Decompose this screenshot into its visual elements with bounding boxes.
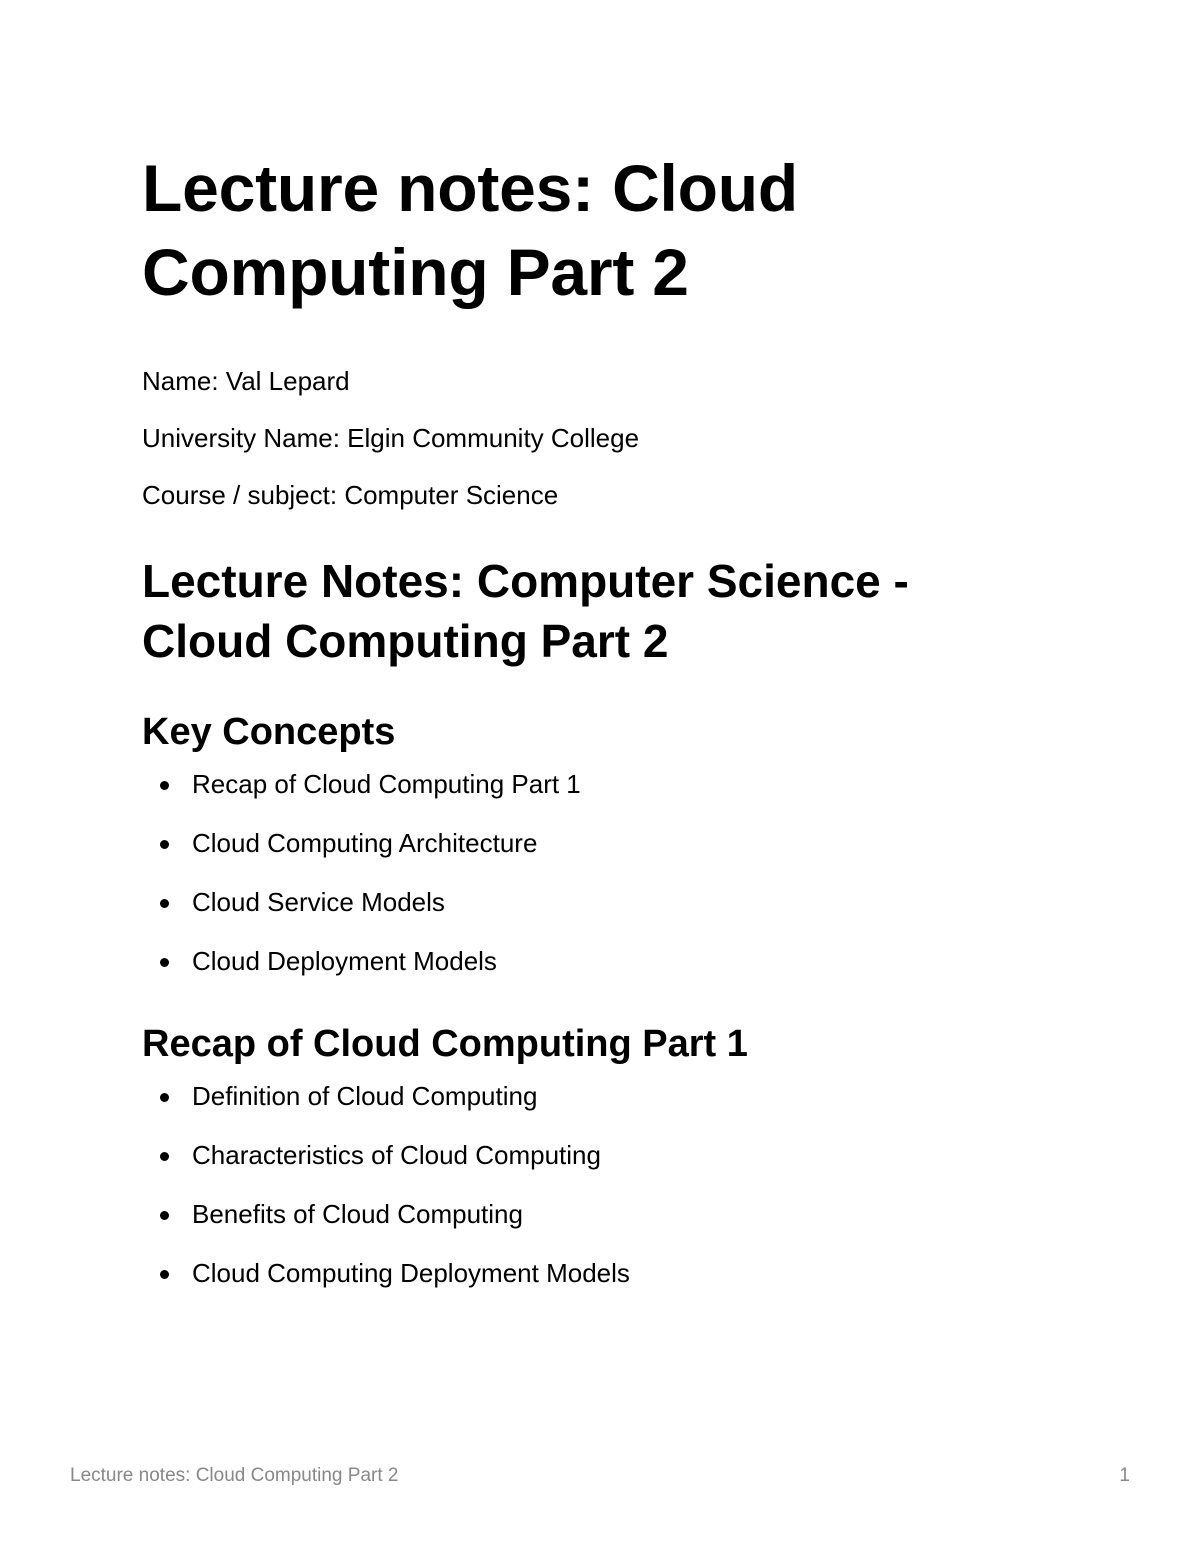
section-title: Lecture Notes: Computer Science - Cloud Computing Part 2 — [142, 555, 909, 667]
bullet-icon — [160, 1270, 169, 1279]
bullet-icon — [160, 1093, 169, 1102]
footer-title: Lecture notes: Cloud Computing Part 2 — [70, 1465, 399, 1486]
list-item-text: Cloud Deployment Models — [192, 946, 497, 976]
list-item — [142, 1199, 1042, 1230]
recap-heading: Recap of Cloud Computing Part 1 — [142, 1023, 748, 1065]
list-item-text: Characteristics of Cloud Computing — [192, 1140, 601, 1170]
list-item — [142, 1140, 1042, 1171]
list-item — [142, 887, 1042, 918]
page-number: 1 — [1119, 1465, 1130, 1486]
key-concepts-list — [142, 769, 1042, 977]
document-meta — [142, 366, 1042, 511]
document-title: Lecture notes: Cloud Computing Part 2 — [142, 151, 799, 309]
recap-list — [142, 1081, 1042, 1289]
bullet-icon — [160, 1152, 169, 1161]
meta-course: Course / subject: Computer Science — [142, 480, 559, 510]
bullet-icon — [160, 1211, 169, 1220]
page-content — [142, 146, 1042, 1317]
list-item-text: Cloud Service Models — [192, 887, 445, 917]
list-item-text: Benefits of Cloud Computing — [192, 1199, 523, 1229]
list-item — [142, 1258, 1042, 1289]
list-item-text: Cloud Computing Architecture — [192, 828, 538, 858]
key-concepts-heading: Key Concepts — [142, 711, 396, 753]
list-item-text: Cloud Computing Deployment Models — [192, 1258, 630, 1288]
list-item-text: Definition of Cloud Computing — [192, 1081, 538, 1111]
bullet-icon — [160, 958, 169, 967]
list-item — [142, 1081, 1042, 1112]
list-item — [142, 828, 1042, 859]
meta-university: University Name: Elgin Community College — [142, 423, 640, 453]
list-item — [142, 946, 1042, 977]
bullet-icon — [160, 781, 169, 790]
meta-name: Name: Val Lepard — [142, 366, 350, 396]
list-item-text: Recap of Cloud Computing Part 1 — [192, 769, 581, 799]
list-item — [142, 769, 1042, 800]
bullet-icon — [160, 840, 169, 849]
bullet-icon — [160, 899, 169, 908]
